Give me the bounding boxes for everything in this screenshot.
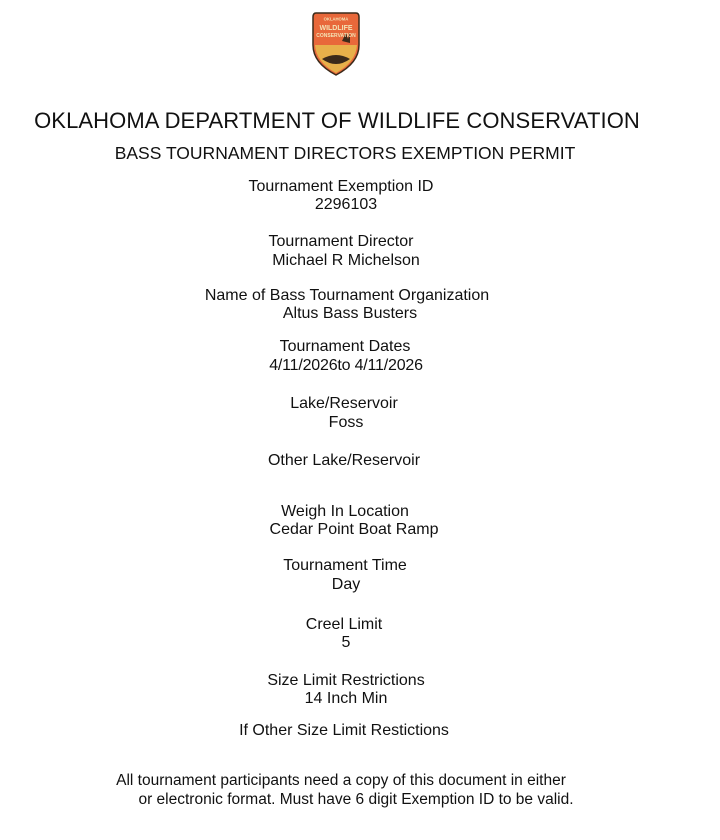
agency-logo: [312, 11, 360, 77]
weigh-in-label: Weigh In Location: [281, 503, 409, 520]
start-date: 4/11/2026: [269, 357, 338, 374]
logo-text-sub: CONSERVATION: [316, 33, 356, 39]
weigh-in-value: Cedar Point Boat Ramp: [269, 521, 439, 538]
lake-label: Lake/Reservoir: [290, 395, 398, 412]
other-lake-label: Other Lake/Reservoir: [267, 452, 421, 469]
footer-note-line1: All tournament participants need a copy of this document in either: [116, 772, 566, 789]
time-label: Tournament Time: [283, 557, 407, 574]
size-limit-label: Size Limit Restrictions: [267, 672, 425, 689]
department-title: OKLAHOMA DEPARTMENT OF WILDLIFE CONSERVATION: [34, 108, 640, 133]
size-limit-value: 14 Inch Min: [304, 690, 388, 707]
other-size-limit-label: If Other Size Limit Restictions: [239, 722, 449, 739]
time-value: Day: [331, 576, 361, 593]
exemption-id-label: Tournament Exemption ID: [248, 178, 434, 195]
dates-separator: to: [337, 357, 351, 374]
creel-value: 5: [341, 634, 351, 651]
arrowhead-badge-icon: [312, 11, 360, 77]
organization-value: Altus Bass Busters: [282, 305, 418, 322]
director-value: Michael R Michelson: [272, 252, 420, 269]
organization-label: Name of Bass Tournament Organization: [204, 287, 490, 304]
creel-label: Creel Limit: [305, 616, 383, 633]
dates-value: [269, 357, 423, 375]
director-label: Tournament Director: [268, 233, 414, 250]
dates-label: Tournament Dates: [279, 338, 411, 355]
end-date: 4/11/2026: [354, 357, 423, 374]
logo-text-main: WILDLIFE: [319, 25, 353, 32]
exemption-id-value: 2296103: [314, 196, 378, 213]
footer-note-line2: or electronic format. Must have 6 digit Exemption ID to be valid.: [138, 791, 574, 808]
permit-title: BASS TOURNAMENT DIRECTORS EXEMPTION PERMIT: [114, 143, 576, 163]
lake-value: Foss: [328, 414, 364, 431]
logo-text-top: OKLAHOMA: [323, 16, 349, 22]
